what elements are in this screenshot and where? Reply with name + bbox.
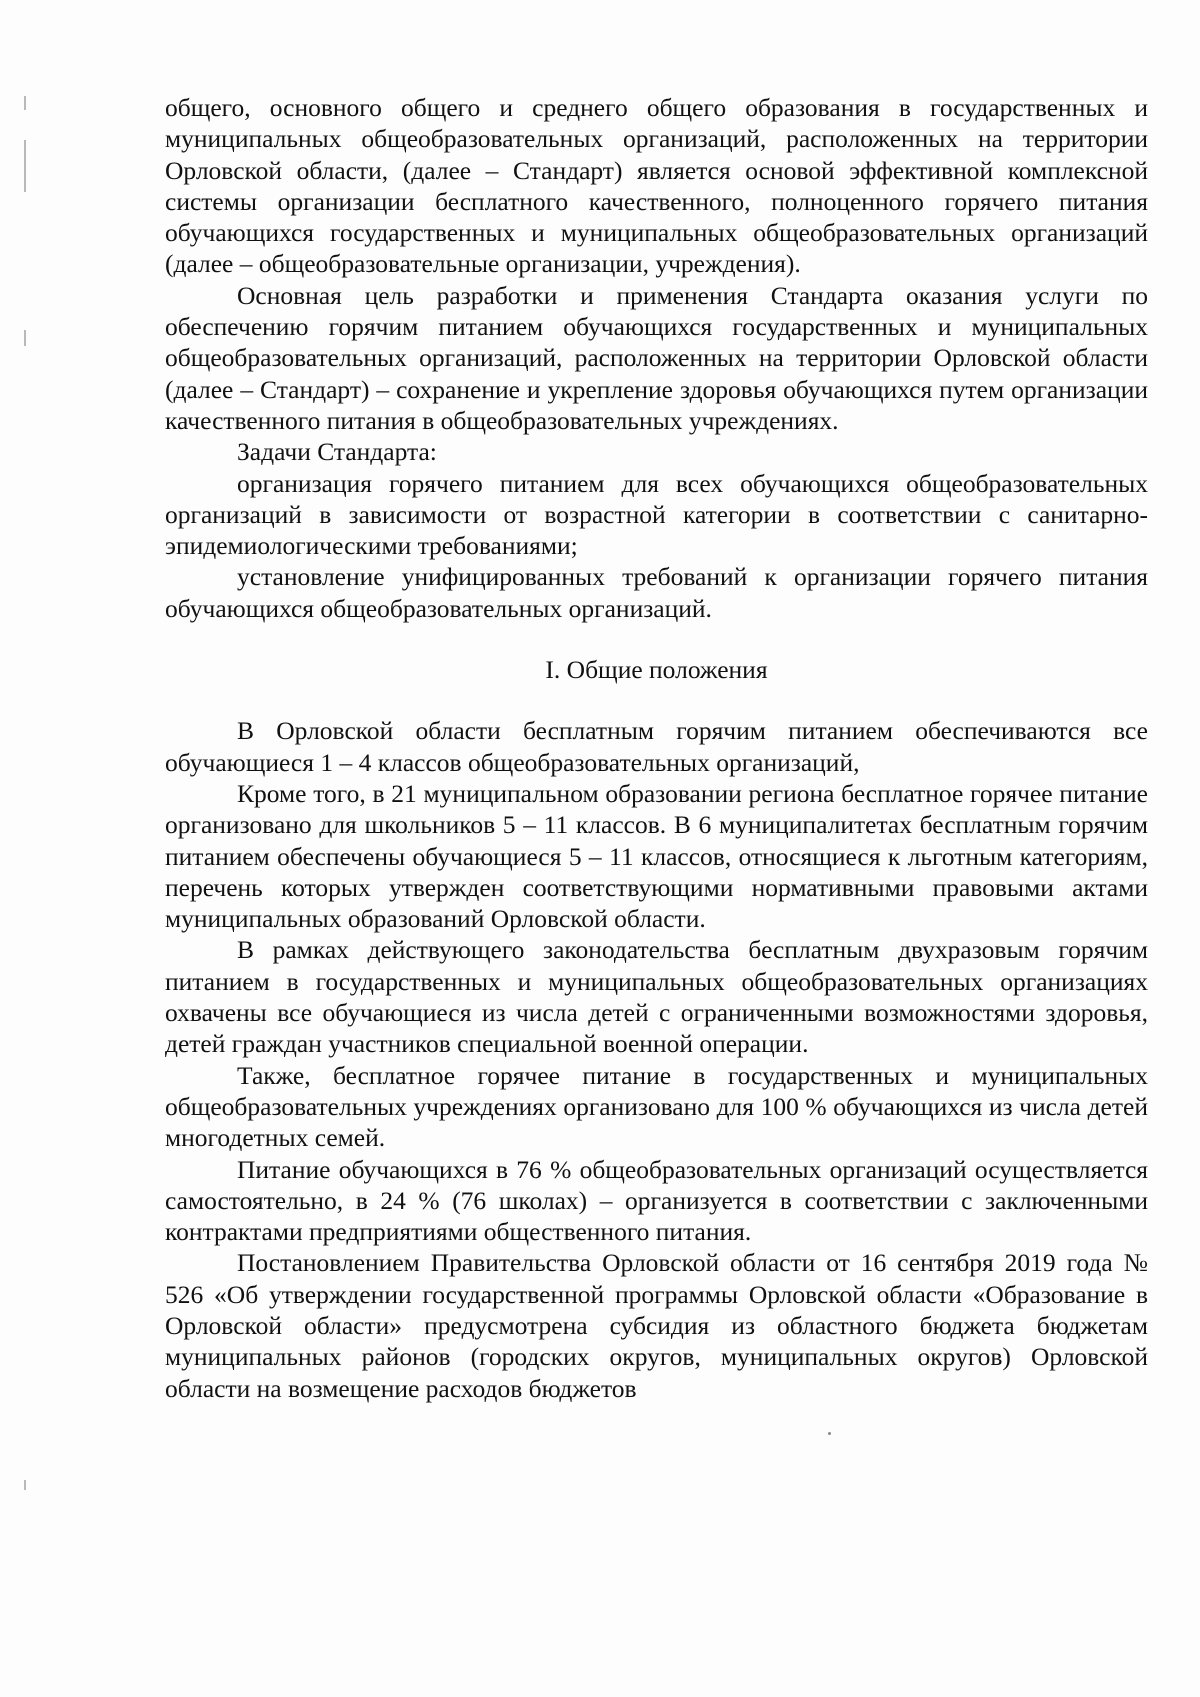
scan-edge-mark: [24, 96, 26, 110]
paragraph-task-2: установление унифицированных требований к организации горячего питания обучающихся общеобразовательных организаций.: [165, 562, 1148, 623]
paragraph-tasks-label: Задачи Стандарта:: [237, 437, 437, 467]
paragraph-large-families: Также, бесплатное горячее питание в государственных и муниципальных общеобразовательных учреждениях организовано для 100 % обучающихся из числа детей многодетных семей.: [165, 1060, 1148, 1153]
paragraph-main-goal: Основная цель разработки и применения Стандарта оказания услуги по обеспечению горячим питанием обучающихся государственных и муниципальных общеобразовательных организаций, расположенных на территории Орловской области (далее – Стандарт) – сохранение и укрепление здоровья обучающихся путем организации качественного питания в общеобразовательных учреждениях.: [165, 280, 1148, 435]
paragraph-municipalities: Кроме того, в 21 муниципальном образовании региона бесплатное горячее питание организовано для школьников 5 – 11 классов. В 6 муниципалитетах бесплатным горячим питанием обеспечены обучающиеся 5 – 11 классов, относящиеся к льготным категориям, перечень которых утвержден соответствующими нормативными правовыми актами муниципальных образований Орловской области.: [165, 778, 1148, 934]
paragraph-intro: общего, основного общего и среднего общего образования в государственных и муниципальных общеобразовательных организаций, расположенных на территории Орловской области, (далее – Стандарт) является основой эффективной комплексной системы организации бесплатного качественного, полноценного горячего питания обучающихся государственных и муниципальных общеобразовательных организаций (далее – общеобразовательные организации, учреждения).: [165, 93, 1148, 279]
paragraph-task-1: организация горячего питанием для всех обучающихся общеобразовательных организаций в зависимости от возрастной категории в соответствии с санитарно-эпидемиологическими требованиями;: [165, 468, 1148, 561]
scan-edge-mark: [24, 140, 26, 192]
paragraph-resolution: Постановлением Правительства Орловской области от 16 сентября 2019 года № 526 «Об утверждении государственной программы Орловской области «Образование в Орловской области» предусмотрена субсидия из областного бюджета бюджетам муниципальных районов (городских округов, муниципальных округов) Орловской области на возмещение расходов бюджетов: [165, 1248, 1148, 1403]
paragraph-legislation: В рамках действующего законодательства бесплатным двухразовым горячим питанием в государственных и муниципальных общеобразовательных организациях охвачены все обучающиеся из числа детей с ограниченными возможностями здоровья, детей граждан участников специальной военной операции.: [165, 935, 1148, 1059]
document-body: [165, 92, 1148, 1404]
paragraph-organization: Питание обучающихся в 76 % общеобразовательных организаций осуществляется самостоятельно, в 24 % (76 школах) – организуется в соответствии с заключенными контрактами предприятиями общественного питания.: [165, 1154, 1148, 1247]
scan-speck: [828, 1432, 831, 1435]
scan-edge-mark: [24, 1480, 26, 1490]
paragraph-free-meals: В Орловской области бесплатным горячим питанием обеспечиваются все обучающиеся 1 – 4 классов общеобразовательных организаций,: [165, 716, 1148, 777]
section-heading: I. Общие положения: [545, 655, 768, 685]
scan-edge-mark: [24, 330, 26, 346]
